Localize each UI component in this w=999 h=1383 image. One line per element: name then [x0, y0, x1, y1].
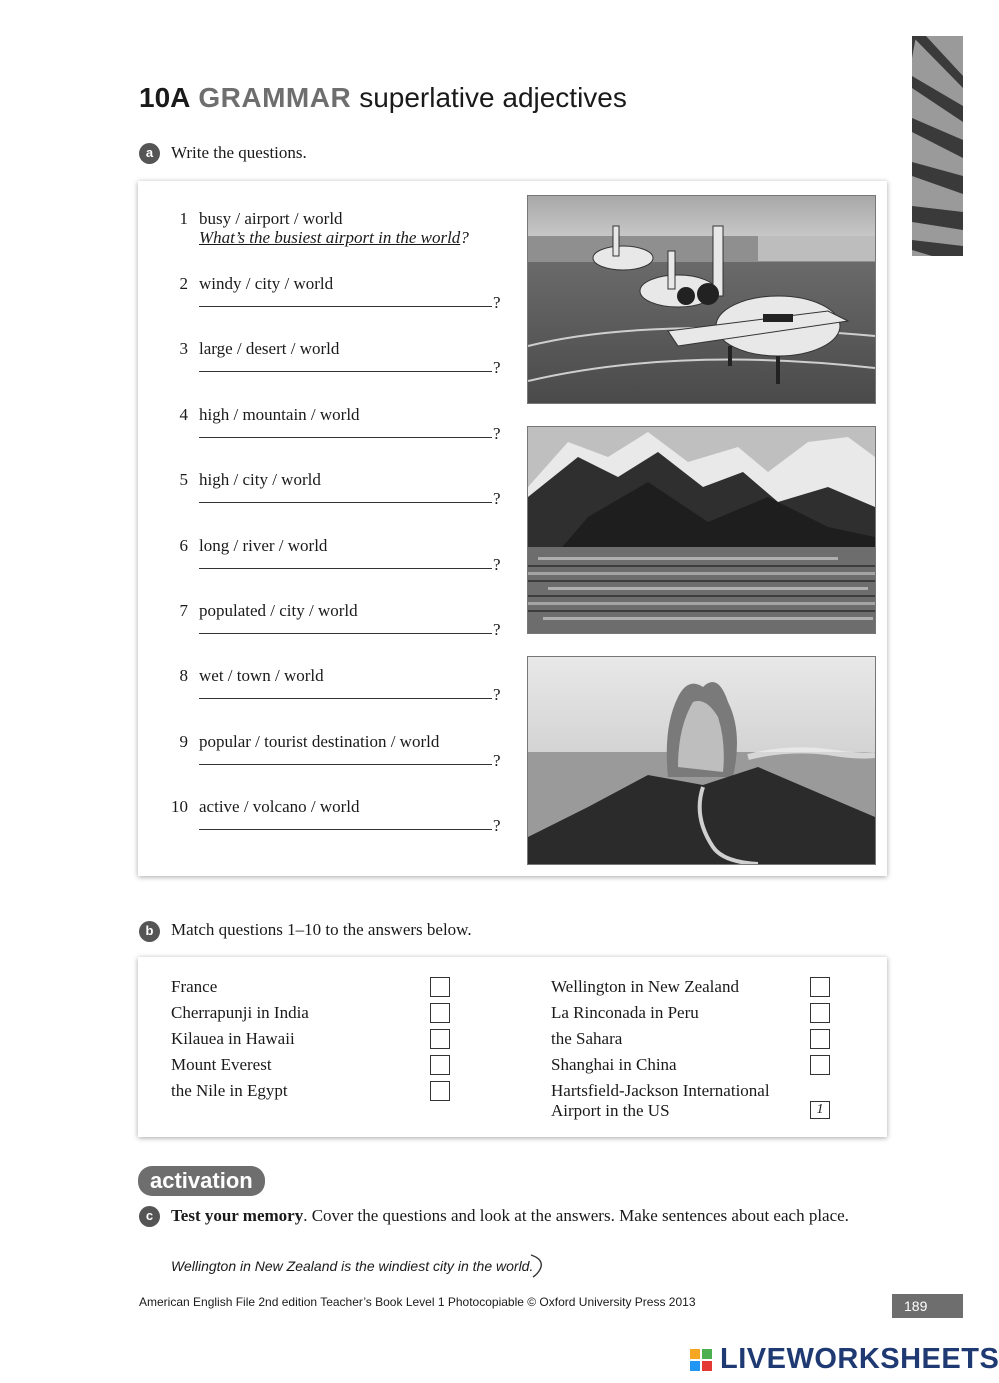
- question-number: 3: [179, 339, 188, 358]
- question-1: [138, 209, 518, 269]
- footer-rights: Photocopiable © Oxford University Press 2013: [447, 1295, 696, 1309]
- example-sentence: Wellington in New Zealand is the windiest city in the world.: [171, 1258, 534, 1274]
- topic-label: superlative adjectives: [359, 82, 627, 113]
- decorative-rays-tab: [912, 36, 963, 256]
- bullet-c: c: [139, 1206, 160, 1227]
- question-mark: ?: [493, 751, 501, 770]
- instruction-c: [171, 1206, 861, 1226]
- answer-option: Mount Everest: [171, 1055, 272, 1074]
- question-number: 5: [179, 470, 188, 489]
- answer-option: the Sahara: [551, 1029, 623, 1048]
- example-answer-qmark: ?: [460, 228, 469, 247]
- match-box[interactable]: [810, 1003, 830, 1023]
- volcano-image: [528, 657, 875, 864]
- question-prompt: populated / city / world: [199, 601, 358, 620]
- question-number: 2: [179, 274, 188, 293]
- question-mark: ?: [493, 358, 501, 377]
- question-2: [138, 274, 518, 334]
- answer-line[interactable]: [199, 306, 492, 307]
- instruction-c-text: . Cover the questions and look at the answers. Make sentences about each place.: [303, 1206, 849, 1225]
- question-number: 4: [179, 405, 188, 424]
- answer-option-continued: Airport in the US: [551, 1101, 670, 1120]
- question-9: [138, 732, 518, 792]
- question-number: 8: [179, 666, 188, 685]
- exercise-a-panel: [138, 181, 887, 876]
- bullet-a: a: [139, 143, 160, 164]
- question-prompt: windy / city / world: [199, 274, 334, 293]
- mountain-city-photo: [527, 426, 876, 634]
- liveworksheets-logo-icon: [690, 1349, 712, 1371]
- airport-photo: [527, 195, 876, 404]
- question-mark: ?: [493, 685, 501, 704]
- speech-bubble-icon: [529, 1253, 545, 1279]
- answer-option: Wellington in New Zealand: [551, 977, 739, 996]
- question-mark: ?: [493, 555, 501, 574]
- question-5: [138, 470, 518, 530]
- question-prompt: long / river / world: [199, 536, 328, 555]
- instruction-b: Match questions 1–10 to the answers below.: [171, 920, 472, 939]
- match-box[interactable]: [430, 1003, 450, 1023]
- match-box[interactable]: [430, 1029, 450, 1049]
- question-mark: ?: [493, 489, 501, 508]
- volcano-photo: [527, 656, 876, 865]
- answer-line[interactable]: [199, 698, 492, 699]
- answer-option: the Nile in Egypt: [171, 1081, 288, 1100]
- answer-line[interactable]: [199, 568, 492, 569]
- answer-option: Hartsfield-Jackson International: [551, 1081, 770, 1100]
- mountain-city-image: [528, 427, 875, 633]
- match-box[interactable]: [810, 1029, 830, 1049]
- question-mark: ?: [493, 424, 501, 443]
- instruction-a: Write the questions.: [171, 143, 307, 162]
- answer-line[interactable]: [199, 502, 492, 503]
- question-number: 9: [179, 732, 188, 751]
- question-mark: ?: [493, 620, 501, 639]
- question-10: [138, 797, 518, 857]
- question-prompt: high / mountain / world: [199, 405, 360, 424]
- question-prompt: large / desert / world: [199, 339, 340, 358]
- answer-line[interactable]: [199, 829, 492, 830]
- question-prompt: wet / town / world: [199, 666, 324, 685]
- question-4: [138, 405, 518, 465]
- page-number: 189: [892, 1294, 963, 1318]
- answer-option: La Rinconada in Peru: [551, 1003, 699, 1022]
- answer-line[interactable]: [199, 633, 492, 634]
- brand-name: LIVEWORKSHEETS: [720, 1343, 999, 1375]
- question-3: [138, 339, 518, 399]
- question-prompt: high / city / world: [199, 470, 321, 489]
- section-label: GRAMMAR: [198, 82, 352, 113]
- bullet-b: b: [139, 921, 160, 942]
- match-box[interactable]: [810, 977, 830, 997]
- liveworksheets-brand: [690, 1343, 999, 1377]
- question-prompt: active / volcano / world: [199, 797, 360, 816]
- answer-option: Kilauea in Hawaii: [171, 1029, 295, 1048]
- question-mark: ?: [493, 816, 501, 835]
- match-box[interactable]: [430, 1055, 450, 1075]
- exercise-b-panel: [138, 957, 887, 1137]
- question-mark: ?: [493, 293, 501, 312]
- question-number: 1: [179, 209, 188, 228]
- match-box[interactable]: [810, 1055, 830, 1075]
- unit-code: 10A: [139, 82, 191, 113]
- match-box[interactable]: [430, 977, 450, 997]
- airplanes-image: [528, 196, 875, 403]
- instruction-c-bold: Test your memory: [171, 1206, 304, 1225]
- question-6: [138, 536, 518, 596]
- answer-option: Shanghai in China: [551, 1055, 677, 1074]
- question-number: 10: [171, 797, 188, 816]
- question-prompt: popular / tourist destination / world: [199, 732, 440, 751]
- answer-line[interactable]: [199, 371, 492, 372]
- footer-credit: [139, 1295, 696, 1309]
- page-title: [139, 82, 627, 114]
- answer-line[interactable]: [199, 764, 492, 765]
- question-7: [138, 601, 518, 661]
- question-8: [138, 666, 518, 726]
- question-prompt: busy / airport / world: [199, 209, 343, 228]
- activation-label: activation: [138, 1166, 265, 1196]
- question-number: 7: [179, 601, 188, 620]
- example-answer-text: What’s the busiest airport in the world: [199, 228, 461, 247]
- match-box[interactable]: [430, 1081, 450, 1101]
- activation-example: [171, 1253, 545, 1279]
- footer-book: American English File 2nd edition Teacher’s Book Level 1: [139, 1295, 445, 1309]
- answer-option: France: [171, 977, 218, 996]
- question-number: 6: [179, 536, 188, 555]
- answer-line[interactable]: [199, 437, 492, 438]
- example-answer: [199, 228, 469, 248]
- answer-option: Cherrapunji in India: [171, 1003, 309, 1022]
- match-box-filled[interactable]: 1: [810, 1101, 830, 1119]
